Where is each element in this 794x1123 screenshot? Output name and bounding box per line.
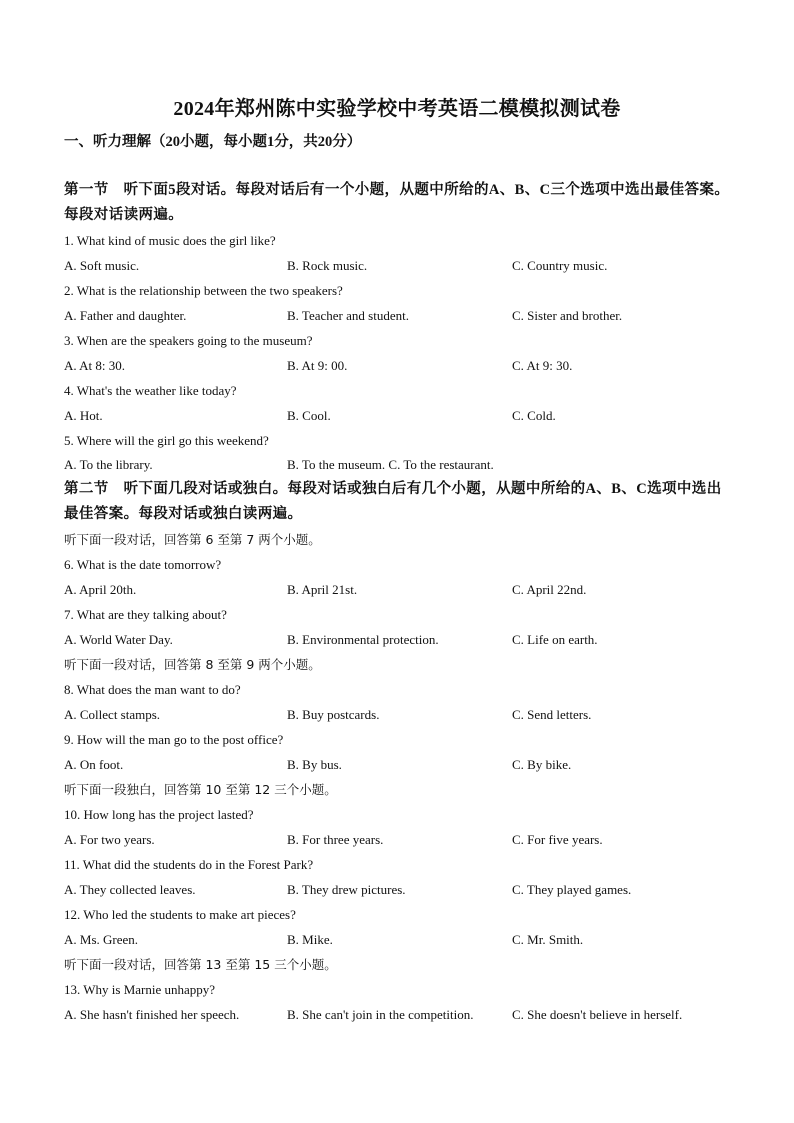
options-1	[64, 253, 744, 278]
option-a: A. For two years.	[64, 832, 155, 847]
options-10	[64, 827, 744, 852]
question-3: 3. When are the speakers going to the museum?	[64, 333, 313, 348]
question-13: 13. Why is Marnie unhappy?	[64, 982, 216, 997]
instruction-q8-9: 听下面一段对话，回答第 8 至第 9 两个小题。	[64, 657, 321, 672]
question-5: 5. Where will the girl go this weekend?	[64, 433, 269, 448]
option-a: A. Soft music.	[64, 258, 140, 273]
question-9: 9. How will the man go to the post office?	[64, 732, 284, 747]
option-c: C. They played games.	[512, 882, 632, 897]
option-c: C. Sister and brother.	[512, 308, 623, 323]
option-c: C. Send letters.	[512, 707, 592, 722]
instruction-q6-7: 听下面一段对话，回答第 6 至第 7 两个小题。	[64, 532, 321, 547]
option-a: A. At 8: 30.	[64, 358, 126, 373]
option-c: C. She doesn't believe in herself.	[512, 1007, 683, 1022]
option-b: B. April 21st.	[287, 582, 358, 597]
section-heading-1: 第一节 听下面5段对话。每段对话后有一个小题，从题中所给的A、B、C三个选项中选出最佳答案。每段对话读两遍。	[64, 182, 730, 223]
option-a: A. To the library.	[64, 457, 153, 472]
options-2	[64, 303, 744, 328]
option-c: C. Cold.	[512, 408, 556, 423]
option-a: A. Father and daughter.	[64, 308, 187, 323]
question-10: 10. How long has the project lasted?	[64, 807, 254, 822]
option-c: C. April 22nd.	[512, 582, 587, 597]
options-12	[64, 927, 744, 952]
options-5	[64, 452, 744, 477]
options-13	[64, 1002, 744, 1027]
option-a: A. They collected leaves.	[64, 882, 196, 897]
option-b: B. Cool.	[287, 408, 331, 423]
option-b: B. By bus.	[287, 757, 342, 772]
option-b: B. They drew pictures.	[287, 882, 406, 897]
instruction-q10-12: 听下面一段独白，回答第 10 至第 12 三个小题。	[64, 782, 337, 797]
option-a: A. World Water Day.	[64, 632, 173, 647]
section-heading-2: 第二节 听下面几段对话或独白。每段对话或独白后有几个小题，从题中所给的A、B、C选项中选出最佳答案。每段对话或独白读两遍。	[64, 481, 722, 522]
option-c: C. Mr. Smith.	[512, 932, 584, 947]
option-b: B. Mike.	[287, 932, 333, 947]
question-8: 8. What does the man want to do?	[64, 682, 241, 697]
instruction-q13-15: 听下面一段对话，回答第 13 至第 15 三个小题。	[64, 957, 337, 972]
question-6: 6. What is the date tomorrow?	[64, 557, 222, 572]
option-b: B. Buy postcards.	[287, 707, 380, 722]
options-7	[64, 627, 744, 652]
option-c: C. At 9: 30.	[512, 358, 573, 373]
question-7: 7. What are they talking about?	[64, 607, 227, 622]
question-2: 2. What is the relationship between the two speakers?	[64, 283, 343, 298]
options-8	[64, 702, 744, 727]
question-12: 12. Who led the students to make art pieces?	[64, 907, 296, 922]
option-c: C. Life on earth.	[512, 632, 598, 647]
option-c: C. By bike.	[512, 757, 572, 772]
option-a: A. Collect stamps.	[64, 707, 161, 722]
option-b: B. For three years.	[287, 832, 384, 847]
option-a: A. Ms. Green.	[64, 932, 139, 947]
option-b: B. Teacher and student.	[287, 308, 409, 323]
option-a: A. April 20th.	[64, 582, 137, 597]
option-b: B. Environmental protection.	[287, 632, 439, 647]
option-a: A. Hot.	[64, 408, 103, 423]
option-c: C. For five years.	[512, 832, 603, 847]
question-11: 11. What did the students do in the Forest Park?	[64, 857, 314, 872]
option-a: A. On foot.	[64, 757, 124, 772]
option-b: B. She can't join in the competition.	[287, 1007, 474, 1022]
page-title: 2024年郑州陈中实验学校中考英语二模模拟测试卷	[173, 98, 621, 120]
question-4: 4. What's the weather like today?	[64, 383, 237, 398]
options-9	[64, 752, 744, 777]
options-11	[64, 877, 744, 902]
options-3	[64, 353, 744, 378]
question-1: 1. What kind of music does the girl like?	[64, 233, 276, 248]
option-c: C. Country music.	[512, 258, 608, 273]
options-6	[64, 577, 744, 602]
part-heading-listening: 一、听力理解（20小题，每小题1分，共20分）	[64, 134, 362, 150]
option-b: B. Rock music.	[287, 258, 368, 273]
option-a: A. She hasn't finished her speech.	[64, 1007, 240, 1022]
option-b: B. At 9: 00.	[287, 358, 348, 373]
option-b-c: B. To the museum. C. To the restaurant.	[287, 457, 494, 472]
options-4	[64, 403, 744, 428]
